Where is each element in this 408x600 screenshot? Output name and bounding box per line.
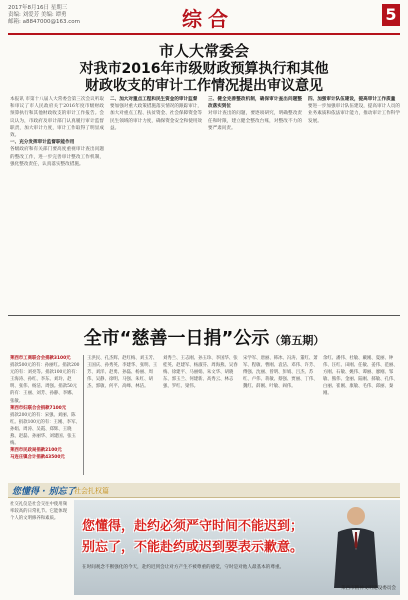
- donor-names-f: 余红、潘伟、杜敏、戴刚、夏丽、钟伟、汪红、田刚、任敏、姜伟、范丽、方刚、石敏、姚伟、谭丽、廖刚、邹敏、熊伟、金丽、陆刚、郝敏、孔伟、白丽、崔刚、康敏、毛伟、邱丽、秦刚。: [323, 356, 398, 397]
- article-col-3: [208, 96, 302, 306]
- donation-title: [0, 324, 408, 350]
- masthead-meta: [8, 5, 80, 26]
- donor-org-4: 马连庄镇合计捐款43500元: [10, 455, 65, 461]
- ad-slogan-1: 您懂得，赴约必须严守时间不能迟到；: [82, 519, 304, 534]
- email: 邮箱: a8847000@163.com: [8, 19, 80, 25]
- businessman-figure: [326, 502, 386, 588]
- ad-note: 在时间观念不断强化的今天，赴约迟到会让对方产生不被尊重的感觉，守时是对他人最基本的尊重。: [82, 565, 285, 570]
- donation-col-2: [87, 355, 159, 475]
- donation-col-3: [163, 355, 239, 475]
- donor-names-c: 王洪民、孔杰辉、赵红梅、刘玉芳、王国庆、孙秀英、李建华、张明、王芳、刘洋、赵勇、孙磊、杨丽、周伟、吴静、徐明、马强、朱红、胡杰、郭敏、何平、高峰、林洁。: [87, 356, 158, 390]
- article-col-4: [308, 96, 400, 306]
- article-body-3: 对审计查出的问题，要逐项研究，明确整改责任和时限，建立健全整改台账，对整改不力的要严肃问责。: [208, 111, 302, 131]
- article-body-4: 要进一步加强审计队伍建设，提高审计人员的业务素质和依法审计能力，推动审计工作科学发展。: [308, 104, 400, 124]
- headline-line2: 对我市2016年市级财政预算执行和其他: [79, 61, 329, 77]
- civility-ad: [8, 483, 400, 595]
- donor-names-e: 宋学军、唐丽、韩冰、冯涛、董红、萧军、程敏、曹刚、袁洁、邓伟、许芳、傅强、沈丽、曾明、彭娟、吕杰、苏红、卢伟、蒋敏、蔡强、贾丽、丁伟、魏红、薛刚、叶敏、阎伟。: [243, 356, 318, 390]
- headline-line3: 财政收支的审计工作情况提出审议意见: [85, 78, 323, 94]
- article-subhead-1: 一、充分发挥审计监督职能作用: [10, 140, 75, 146]
- col-divider: [83, 355, 84, 475]
- ad-slogan-2: 别忘了，不能赴约或迟到要表示歉意。: [82, 540, 304, 555]
- ad-header-title: 您懂得 · 别忘了: [12, 487, 76, 497]
- article-body-1: 各级政府和有关部门要高度重视审计查出问题的整改工作，进一步完善审计整改工作机制，强化整改责任，认真落实整改措施。: [10, 147, 104, 167]
- section-divider: [8, 315, 400, 316]
- ad-header-sub: 社会扎权篇: [74, 487, 109, 495]
- editors: 责编: 刘爱芳 美编: 谭勇: [8, 12, 67, 18]
- ad-side-text: 社交礼仪是社会交往中使用频率较高的日常礼节。它能体现个人的文明修养和素质。: [10, 502, 68, 521]
- article-body-2: 要加强对重大政策措施落实情况的跟踪审计，加大对重点工程、扶贫资金、社会保障资金等民生领域的审计力度，确保资金安全和使用效益。: [110, 104, 202, 131]
- masthead: [8, 3, 400, 35]
- article-subhead-4: 四、加强审计队伍建设，提高审计工作质量: [308, 97, 396, 102]
- article-subhead-2: 二、加大对重点工程和民生资金的审计监督: [110, 97, 198, 102]
- donor-names-a: 捐款500元的有：孙丽红。捐款200元的有：刘亮等。捐款100元的有：王海涛、孙红、李东、刘玲、赵明、张伟、杨洁、周强。捐款50元的有：王丽、刘芳、孙静、李娜、张敏。: [10, 363, 80, 404]
- donation-col-4: [243, 355, 319, 475]
- ad-header: [8, 483, 400, 498]
- issue-date: 2017年8月16日 星期三: [8, 5, 68, 11]
- donor-names-b: 捐款200元的有：宋强、刘丽、陈红。捐款100元的有：王刚、李军、孙娟、周涛、吴霞、郑辉、王晓燕、赵磊、孙丽华、刘建国、张玉梅。: [10, 412, 80, 447]
- donation-part: （第五期）: [269, 334, 325, 347]
- donation-col-5: [323, 355, 400, 475]
- donor-org-3: 莱西市民政局捐款2100元: [10, 448, 62, 454]
- donor-org-1: 莱西市工商联合会捐款3100元: [10, 356, 71, 361]
- donation-col-1: [10, 355, 80, 475]
- ad-sponsor: 莱西市精神文明建设委员会: [340, 586, 396, 591]
- section-title: 综合: [182, 7, 234, 31]
- ad-banner: [74, 500, 400, 595]
- article-col-2: [110, 96, 202, 306]
- article-col-1: [10, 96, 104, 306]
- article-subhead-3: 三、健全完善整改机制，确保审计查出问题整改落实到位: [208, 97, 302, 110]
- headline-line1: 市人大常委会: [158, 42, 249, 60]
- article-intro: 本报讯 市第十八届人大常委会第三次会议听取和审议了市人民政府关于2016年度市级财政预算执行和其他财政收支的审计工作报告。会议认为，市政府及审计部门认真履行审计监督职责，加大审计力度，审计工作取得了明显成效。: [10, 97, 104, 139]
- donation-title-text: 全市“慈善一日捐”公示: [83, 328, 270, 349]
- donor-names-d: 刘秀兰、王志刚、孙玉珍、李国华、张桂英、赵建军、杨淑芬、周海燕、吴春梅、徐建平、马丽娟、朱文华、胡晓东、郭玉兰、何建新、高秀云、林志强、罗红、梁伟。: [163, 356, 238, 390]
- donor-org-2: 莱西市妇联合会捐款7100元: [10, 405, 67, 411]
- page-number: 5: [382, 4, 400, 26]
